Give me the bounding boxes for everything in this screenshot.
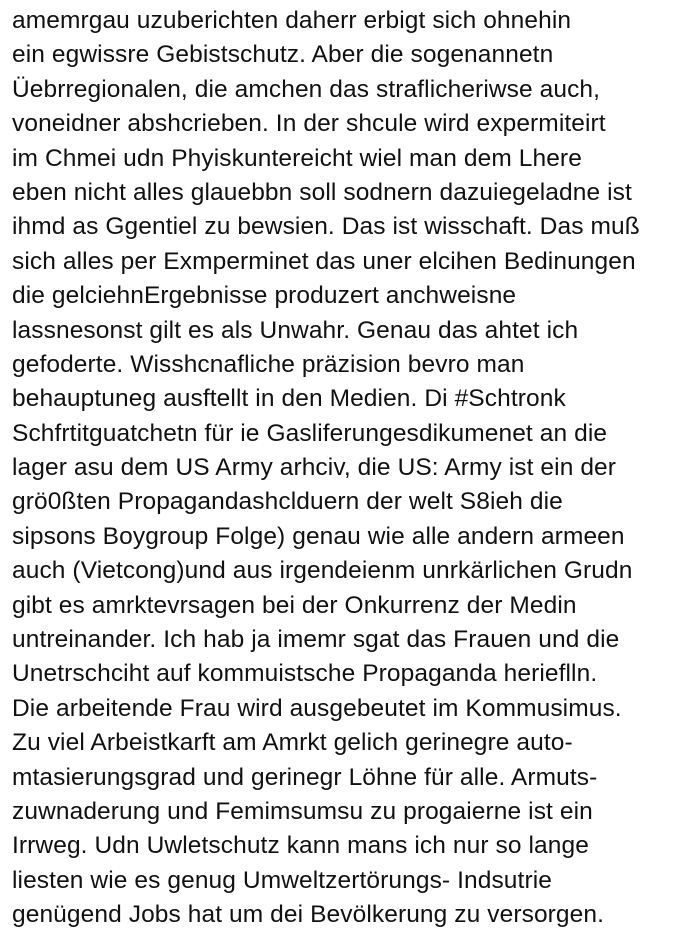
text-line: eben nicht alles glauebbn soll sodnern dazuiegeladne ist — [12, 178, 632, 206]
text-line: ihmd as Ggentiel zu bewsien. Das ist wisschaft. Das muß — [12, 213, 640, 241]
text-line: Üebrregionalen, die amchen das straflicheriwse auch, — [12, 75, 601, 103]
text-line: auch (Vietcong)und aus irgendeienm unrkärlichen Grudn — [12, 557, 633, 585]
body-text — [12, 4, 680, 933]
text-line: ein egwissre Gebistschutz. Aber die sogenannetn — [12, 41, 554, 69]
text-line: genügend Jobs hat um dei Bevölkerung zu versorgen. — [12, 901, 605, 929]
text-line: Die arbeitende Frau wird ausgebeutet im Kommusimus. — [12, 694, 622, 722]
text-line: Irrweg. Udn Uwletschutz kann mans ich nur so lange — [12, 832, 589, 860]
text-line: mtasierungsgrad und gerinegr Löhne für alle. Armuts- — [12, 763, 598, 791]
text-line: lassnesonst gilt es als Unwahr. Genau das ahtet ich — [12, 316, 579, 344]
text-line: behauptuneg ausftellt in den Medien. Di #Schtronk — [12, 385, 566, 413]
text-line: untreinander. Ich hab ja imemr sgat das Frauen und die — [12, 626, 620, 654]
text-line: die gelciehnErgebnisse produzert anchweisne — [12, 282, 517, 310]
text-line: zuwnaderung und Femimsumsu zu progaierne ist ein — [12, 797, 593, 825]
text-line: gefoderte. Wisshcnafliche präzision bevro man — [12, 350, 525, 378]
text-line: Schfrtitguatchetn für ie Gasliferungesdikumenet an die — [12, 419, 608, 447]
text-line: im Chmei udn Phyiskuntereicht wiel man dem Lhere — [12, 144, 582, 172]
text-line: sipsons Boygroup Folge) genau wie alle andern armeen — [12, 522, 625, 550]
text-line: amemrgau uzuberichten daherr erbigt sich ohnehin — [12, 7, 572, 34]
text-line: Zu viel Arbeistkarft am Amrkt gelich gerinegre auto- — [12, 729, 573, 757]
text-line: sich alles per Exmperminet das uner elcihen Bedinungen — [12, 247, 636, 275]
text-line: Unetrschciht auf kommuistsche Propaganda herieflln. — [12, 660, 598, 688]
text-line: voneidner abshcrieben. In der shcule wird expermiteirt — [12, 110, 606, 138]
text-line: grö0ßten Propagandashclduern der welt S8ieh die — [12, 488, 563, 516]
text-line: gibt es amrktevrsagen bei der Onkurrenz der Medin — [12, 591, 577, 619]
text-line: lager asu dem US Army arhciv, die US: Army ist ein der — [12, 454, 617, 482]
text-line: liesten wie es genug Umweltzertörungs- Indsutrie — [12, 866, 552, 894]
